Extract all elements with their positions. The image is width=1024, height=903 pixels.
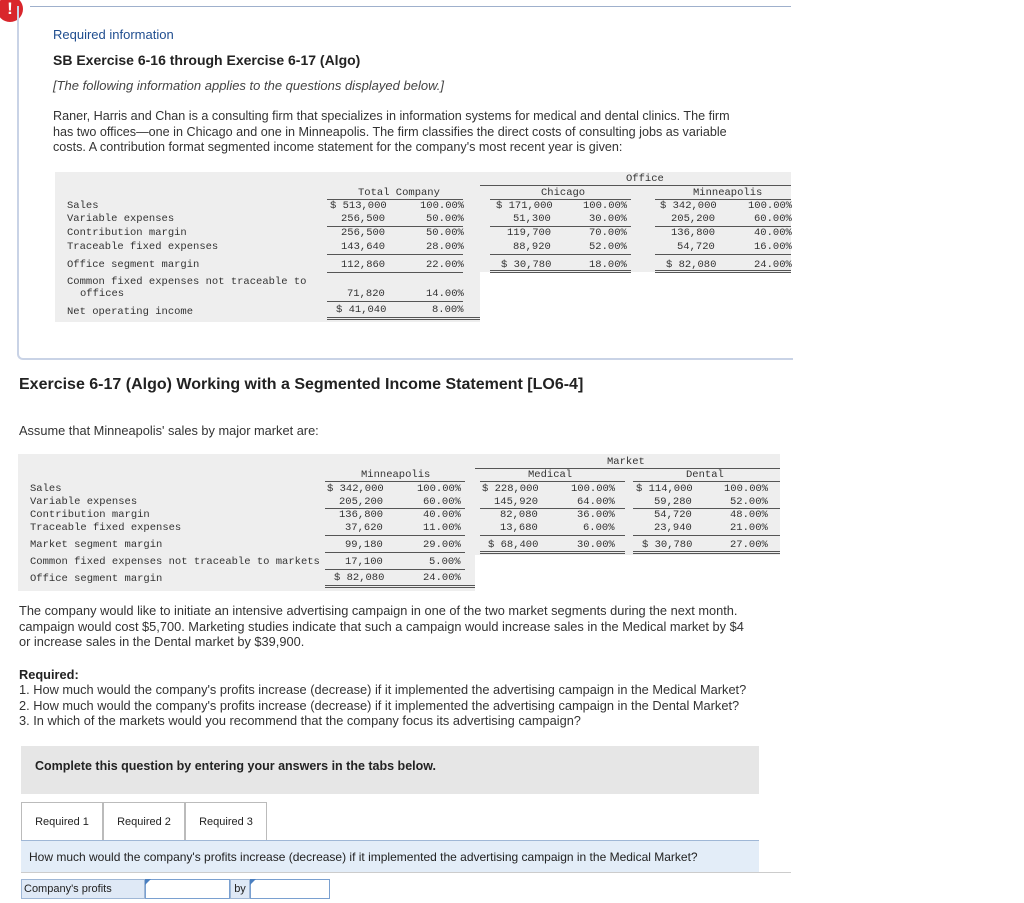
- t2-row-var-min: 205,200: [339, 496, 384, 508]
- t2-row-msm-med-pct: 30.00%: [577, 539, 615, 551]
- t1-row-cm-chi-pct: 70.00%: [589, 227, 627, 239]
- t2-dbl-rule-osm: [325, 585, 475, 588]
- t1-rule-f: [655, 254, 791, 255]
- t2-row-cm-med-pct: 36.00%: [577, 509, 615, 521]
- t1-row-var-total-pct: 50.00%: [426, 213, 464, 225]
- t2-row-cfe-min: 17,100: [345, 556, 383, 568]
- t1-row-cm-min: 136,800: [671, 227, 716, 239]
- t2-row-tfe-den-pct: 21.00%: [730, 522, 768, 534]
- t1-row-osm-label: Office segment margin: [67, 259, 200, 271]
- t2-row-var-den-pct: 52.00%: [730, 496, 768, 508]
- complete-instructions: Complete this question by entering your answers in the tabs below.: [35, 759, 436, 773]
- tab-required-1[interactable]: Required 1: [21, 802, 103, 841]
- t1-row-tfe-min: 54,720: [677, 241, 715, 253]
- t1-row-sales-chi-pct: 100.00%: [583, 200, 628, 212]
- t2-rule-d: [325, 535, 465, 536]
- t1-row-osm-total-pct: 22.00%: [426, 259, 464, 271]
- select-corner-icon: [145, 879, 151, 885]
- t2-rule-g: [325, 552, 465, 553]
- t2-col-rule-b: [480, 481, 625, 482]
- t1-row-osm-min-pct: 24.00%: [754, 259, 792, 271]
- tab-required-2[interactable]: Required 2: [103, 802, 185, 842]
- t1-row-var-min: 205,200: [671, 213, 716, 225]
- t1-row-sales-min: $ 342,000: [660, 200, 717, 212]
- t2-row-sales-med: $ 228,000: [482, 483, 539, 495]
- table1-col-chicago: Chicago: [541, 187, 586, 199]
- t2-row-var-den: 59,280: [654, 496, 692, 508]
- t2-row-var-min-pct: 60.00%: [423, 496, 461, 508]
- t2-row-msm-med: $ 68,400: [488, 539, 539, 551]
- t2-row-cm-med: 82,080: [500, 509, 538, 521]
- t2-row-msm-den-pct: 27.00%: [730, 539, 768, 551]
- t2-row-tfe-med: 13,680: [500, 522, 538, 534]
- intro-line-3: costs. A contribution format segmented income statement for the company's most recent year is given:: [53, 140, 623, 154]
- t2-dbl-rule-den: [633, 551, 780, 554]
- t2-row-sales-label: Sales: [30, 483, 62, 495]
- table2-market-rule: [475, 468, 780, 469]
- intro-line-2: has two offices—one in Chicago and one in Minneapolis. The firm classifies the direct costs of consulting jobs as variable: [53, 124, 727, 139]
- amount-input[interactable]: [250, 879, 330, 899]
- t2-row-cm-min: 136,800: [339, 509, 384, 521]
- t1-row-osm-min: $ 82,080: [666, 259, 717, 271]
- table1-col-total: Total Company: [358, 187, 440, 199]
- table1-office-header: Office: [626, 173, 664, 185]
- t2-row-sales-den-pct: 100.00%: [724, 483, 769, 495]
- t2-row-msm-den: $ 30,780: [642, 539, 693, 551]
- t2-row-tfe-label: Traceable fixed expenses: [30, 522, 182, 534]
- table2-col-dental: Dental: [686, 469, 724, 481]
- t1-row-osm-total: 112,860: [341, 259, 386, 271]
- t1-row-cm-label: Contribution margin: [67, 227, 187, 239]
- t2-row-sales-min: $ 342,000: [327, 483, 384, 495]
- t1-row-sales-total: $ 513,000: [330, 200, 387, 212]
- t2-col-rule-c: [633, 481, 780, 482]
- t1-row-osm-chi-pct: 18.00%: [589, 259, 627, 271]
- t2-rule-f: [633, 535, 780, 536]
- t1-dbl-rule-noi: [327, 317, 480, 320]
- question-text: How much would the company's profits increase (decrease) if it implemented the advertising campaign in the Medical Market?: [29, 850, 698, 864]
- campaign-line-2: campaign would cost $5,700. Marketing studies indicate that such a campaign would increase sales in the Medical market by $4: [19, 618, 744, 634]
- t1-row-var-total: 256,500: [341, 213, 386, 225]
- info-box-top-rule: [30, 6, 791, 7]
- t2-dbl-rule-med: [480, 551, 625, 554]
- t1-row-var-min-pct: 60.00%: [754, 213, 792, 225]
- alert-icon: !: [0, 0, 23, 22]
- t2-row-sales-med-pct: 100.00%: [571, 483, 616, 495]
- required-info-label: Required information: [53, 27, 174, 42]
- required-q3: 3. In which of the markets would you recommend that the company focus its advertising campaign?: [19, 713, 581, 728]
- required-list: [19, 682, 746, 729]
- t1-row-cm-total-pct: 50.00%: [426, 227, 464, 239]
- tab-required-3[interactable]: Required 3: [185, 802, 267, 842]
- t2-row-var-med: 145,920: [494, 496, 539, 508]
- t2-row-cm-den-pct: 48.00%: [730, 509, 768, 521]
- t2-row-tfe-min: 37,620: [345, 522, 383, 534]
- t1-row-osm-chi: $ 30,780: [501, 259, 552, 271]
- by-label: by: [230, 879, 250, 899]
- t1-row-tfe-total-pct: 28.00%: [426, 241, 464, 253]
- required-q2: 2. How much would the company's profits increase (decrease) if it implemented the advertising campaign in the Dental Market?: [19, 697, 740, 713]
- intro-line-1: Raner, Harris and Chan is a consulting firm that specializes in information systems for medical and dental clinics. The firm: [53, 109, 730, 123]
- t2-row-cm-label: Contribution margin: [30, 509, 150, 521]
- companys-profits-label: Company's profits: [21, 879, 145, 899]
- table2-col-medical: Medical: [528, 469, 573, 481]
- t1-row-cfe-total: 71,820: [347, 288, 385, 300]
- t2-row-sales-min-pct: 100.00%: [417, 483, 462, 495]
- t2-row-msm-label: Market segment margin: [30, 539, 163, 551]
- t1-row-tfe-total: 143,640: [341, 241, 386, 253]
- t1-row-sales-min-pct: 100.00%: [748, 200, 793, 212]
- t2-row-var-med-pct: 64.00%: [577, 496, 615, 508]
- t1-row-noi-total: $ 41,040: [336, 304, 387, 316]
- t2-row-sales-den: $ 114,000: [636, 483, 693, 495]
- t2-rule-h: [325, 569, 465, 570]
- t2-row-cfe-label: Common fixed expenses not traceable to markets: [30, 556, 320, 568]
- t2-row-cm-min-pct: 40.00%: [423, 509, 461, 521]
- t1-rule-d: [327, 254, 463, 255]
- t1-row-cm-min-pct: 40.00%: [754, 227, 792, 239]
- t1-row-cm-chi: 119,700: [507, 227, 552, 239]
- exercise-title: Exercise 6-17 (Algo) Working with a Segmented Income Statement [LO6-4]: [19, 376, 584, 393]
- intro-paragraph: [53, 109, 730, 156]
- t2-row-msm-min: 99,180: [345, 539, 383, 551]
- applies-note: [The following information applies to the questions displayed below.]: [53, 78, 444, 93]
- required-q1: 1. How much would the company's profits increase (decrease) if it implemented the advertising campaign in the Medical Market?: [19, 682, 747, 697]
- t1-row-sales-label: Sales: [67, 200, 99, 212]
- t1-row-noi-label: Net operating income: [67, 306, 194, 318]
- assume-text: Assume that Minneapolis' sales by major market are:: [19, 423, 319, 438]
- t1-row-cm-total: 256,500: [341, 227, 386, 239]
- t2-row-tfe-med-pct: 6.00%: [583, 522, 615, 534]
- t1-rule-g: [327, 272, 463, 273]
- t2-row-var-label: Variable expenses: [30, 496, 138, 508]
- campaign-line-3: or increase sales in the Dental market by $39,900.: [19, 634, 305, 649]
- t2-row-cm-den: 54,720: [654, 509, 692, 521]
- t1-row-noi-total-pct: 8.00%: [432, 304, 464, 316]
- campaign-line-1: The company would like to initiate an intensive advertising campaign in one of the two market segments during the next month.: [19, 603, 738, 618]
- table2-market-header: Market: [607, 456, 645, 468]
- table1-col-minneapolis: Minneapolis: [693, 187, 763, 199]
- t1-row-tfe-min-pct: 16.00%: [754, 241, 792, 253]
- t1-dbl-rule-min: [655, 270, 791, 273]
- table2-col-minneapolis: Minneapolis: [361, 469, 431, 481]
- increase-decrease-select[interactable]: [145, 879, 230, 899]
- t1-row-sales-total-pct: 100.00%: [420, 200, 465, 212]
- t1-row-var-chi-pct: 30.00%: [589, 213, 627, 225]
- table2-right-bottom-bg: [475, 555, 780, 591]
- required-heading: Required:: [19, 667, 79, 682]
- t1-row-var-label: Variable expenses: [67, 213, 175, 225]
- t1-dbl-rule-chi: [490, 270, 631, 273]
- t1-row-var-chi: 51,300: [513, 213, 551, 225]
- t1-rule-e: [490, 254, 631, 255]
- exercise-set-title: SB Exercise 6-16 through Exercise 6-17 (Algo): [53, 52, 361, 68]
- t2-row-osm-min: $ 82,080: [334, 572, 385, 584]
- t2-row-cfe-min-pct: 5.00%: [429, 556, 461, 568]
- t2-row-msm-min-pct: 29.00%: [423, 539, 461, 551]
- t1-row-cfe-total-pct: 14.00%: [426, 288, 464, 300]
- table1-office-rule: [480, 185, 791, 186]
- campaign-paragraph: [19, 603, 1024, 650]
- t1-row-cfe-label: Common fixed expenses not traceable to: [67, 276, 307, 288]
- t1-rule-h: [327, 301, 463, 302]
- t1-row-tfe-label: Traceable fixed expenses: [67, 241, 219, 253]
- input-corner-icon: [250, 879, 256, 885]
- t2-row-osm-min-pct: 24.00%: [423, 572, 461, 584]
- t1-row-cfe-label2: offices: [80, 288, 125, 300]
- t2-col-rule-a: [325, 481, 465, 482]
- t2-row-osm-label: Office segment margin: [30, 573, 163, 585]
- answer-divider: [21, 872, 791, 873]
- t1-row-tfe-chi: 88,920: [513, 241, 551, 253]
- t2-row-tfe-min-pct: 11.00%: [423, 522, 461, 534]
- t2-rule-e: [480, 535, 625, 536]
- t2-row-tfe-den: 23,940: [654, 522, 692, 534]
- t1-row-tfe-chi-pct: 52.00%: [589, 241, 627, 253]
- t1-row-sales-chi: $ 171,000: [496, 200, 553, 212]
